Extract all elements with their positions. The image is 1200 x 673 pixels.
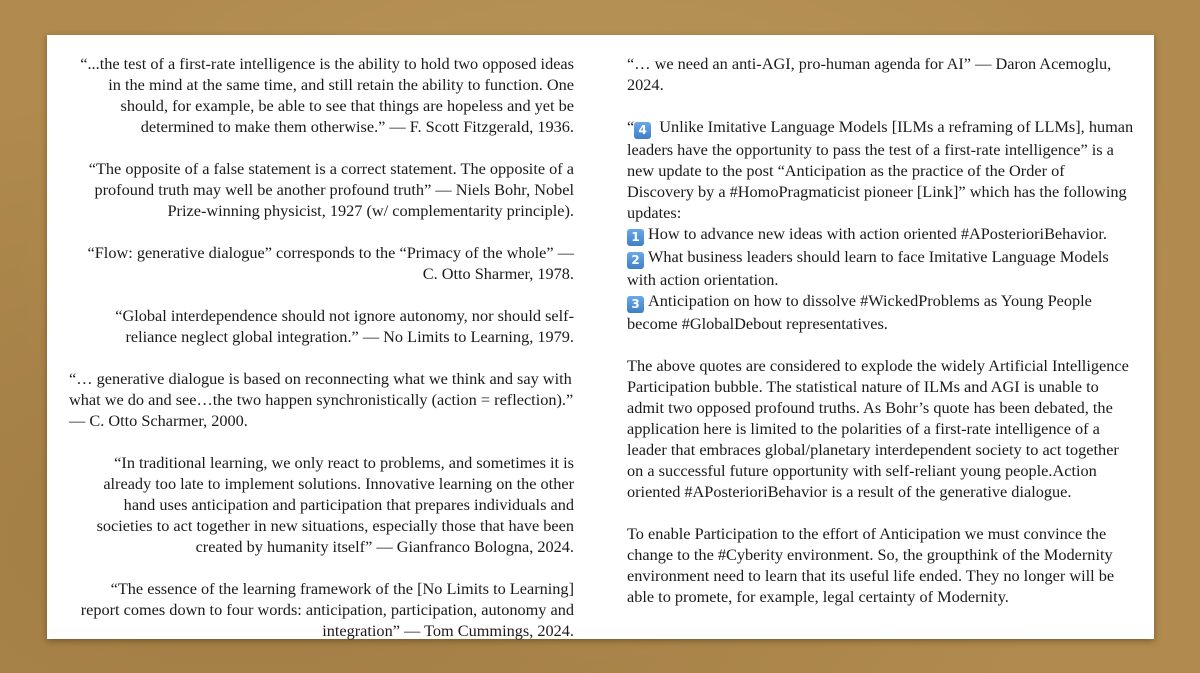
keycap-4-icon: 4 — [634, 122, 651, 139]
quote-fitzgerald: “...the test of a first-rate intelligence is the ability to hold two opposed ideas in the mind at the same time, and still retain the ability to function. One should, for example, be able to see that things are hopeless and yet be determined to make them otherwise.” — F. Scott Fitzgerald, 1936. — [80, 54, 574, 136]
update-item — [627, 246, 1135, 290]
update-item — [627, 290, 1135, 334]
keycap-1-icon: 1 — [627, 229, 644, 246]
slide-page — [47, 35, 1154, 639]
keycap-3-icon: 3 — [627, 296, 644, 313]
quote-bohr: “The opposite of a false statement is a correct statement. The opposite of a profound truth may well be another profound truth” — Niels Bohr, Nobel Prize-winning physicist, 1927 (w/ complementarity principle). — [88, 159, 574, 220]
right-column — [627, 53, 1135, 628]
update-intro-text: Unlike Imitative Language Models [ILMs a reframing of LLMs], human leaders have the opportunity to pass the test of a first-rate intelligence” is a new update to the post “Anticipation as the practice of the Order of Discovery by a #HomoPragmaticist pioneer [Link]” which has the following updates: — [627, 117, 1134, 222]
keycap-2-icon: 2 — [627, 252, 644, 269]
update-item-text: What business leaders should learn to face Imitative Language Models with action orientation. — [627, 247, 1109, 289]
update-item-text: How to advance new ideas with action oriented #APosterioriBehavior. — [648, 224, 1107, 243]
update-section — [627, 116, 1135, 334]
left-column — [69, 53, 574, 662]
update-item — [627, 223, 1135, 246]
update-item-text: Anticipation on how to dissolve #WickedProblems as Young People become #GlobalDebout representatives. — [627, 291, 1092, 333]
update-intro-open-quote: “ — [627, 117, 635, 136]
quote-acemoglu: “… we need an anti-AGI, pro-human agenda for AI” — Daron Acemoglu, 2024. — [627, 54, 1112, 94]
paragraph-bubble: The above quotes are considered to explode the widely Artificial Intelligence Participation bubble. The statistical nature of ILMs and AGI is unable to admit two opposed profound truths. As Bohr’s quote has been debated, the application here is limited to the polarities of a first-rate intelligence of a leader that embraces global/planetary interdependent society to act together on a successful future opportunity with self-reliant young people.Action oriented #APosterioriBehavior is a result of the generative dialogue. — [627, 356, 1129, 501]
quote-cummings: “The essence of the learning framework of the [No Limits to Learning] report comes down to four words: anticipation, participation, autonomy and integration” — Tom Cummings, 2024. — [80, 579, 574, 640]
quote-scharmer-2000: “… generative dialogue is based on reconnecting what we think and say with what we do and see…the two happen synchronistically (action = reflection).” — C. Otto Scharmer, 2000. — [69, 369, 574, 430]
paragraph-cyberity: To enable Participation to the effort of Anticipation we must convince the change to the #Cyberity environment. So, the groupthink of the Modernity environment need to learn that its useful life ended. They no longer will be able to promete, for example, legal certainty of Modernity. — [627, 524, 1115, 606]
quote-bologna: “In traditional learning, we only react to problems, and sometimes it is already too late to implement solutions. Innovative learning on the other hand uses anticipation and participation that prepares individuals and societies to act together in new situations, especially those that have been created by humanity itself” — Gianfranco Bologna, 2024. — [96, 453, 574, 556]
quote-no-limits-1979: “Global interdependence should not ignore autonomy, nor should self-reliance neglect global integration.” — No Limits to Learning, 1979. — [115, 306, 574, 346]
quote-sharmer-1978: “Flow: generative dialogue” corresponds to the “Primacy of the whole” — C. Otto Sharmer, 1978. — [87, 243, 574, 283]
